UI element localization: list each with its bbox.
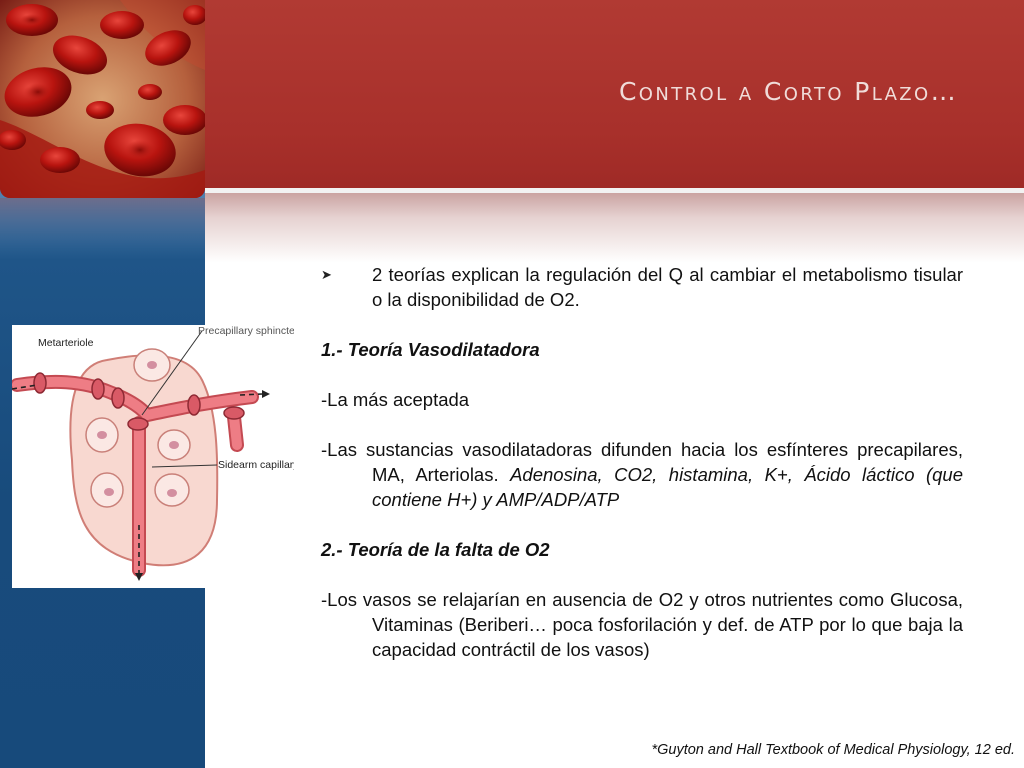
theory2-heading: 2.- Teoría de la falta de O2: [321, 539, 550, 560]
theory1-detail-plain: -Las sustancias vasodilatadoras difunden hacia los esfínteres precapilares, MA, Arteriolas.: [321, 439, 963, 485]
theory1-detail: [321, 437, 963, 512]
label-metarteriole: Metarteriole: [38, 337, 94, 349]
slide-body: [321, 262, 963, 662]
label-sidearm-capillary: Sidearm capillary: [218, 459, 294, 471]
arrow-bullet-icon: ➤: [321, 267, 332, 282]
label-precapillary-sphincter: Precapillary sphincter: [198, 325, 294, 337]
blood-image-reflection: [0, 198, 205, 253]
theory1-detail-italic: Adenosina, CO2, histamina, K+, Ácido láctico (que contiene H+) y AMP/ADP/ATP: [372, 464, 963, 510]
theory1-point: -La más aceptada: [321, 389, 470, 410]
blood-cells-image: [0, 0, 205, 198]
bullet-text: 2 teorías explican la regulación del Q al cambiar el metabolismo tisular o la disponibilidad de O2.: [372, 264, 963, 310]
theory1-heading: 1.- Teoría Vasodilatadora: [321, 339, 540, 360]
bullet-item: [321, 262, 963, 312]
header-fade: [205, 193, 1024, 263]
microcirculation-diagram: [12, 325, 294, 588]
citation: *Guyton and Hall Textbook of Medical Physiology, 12 ed.: [651, 742, 1015, 758]
slide-title: Control a Corto Plazo…: [618, 77, 958, 106]
theory2-detail: -Los vasos se relajarían en ausencia de O2 y otros nutrientes como Glucosa, Vitaminas (Beriberi… poca fosforilación y def. de ATP por lo que baja la capacidad contráctil de los vasos): [321, 589, 963, 660]
